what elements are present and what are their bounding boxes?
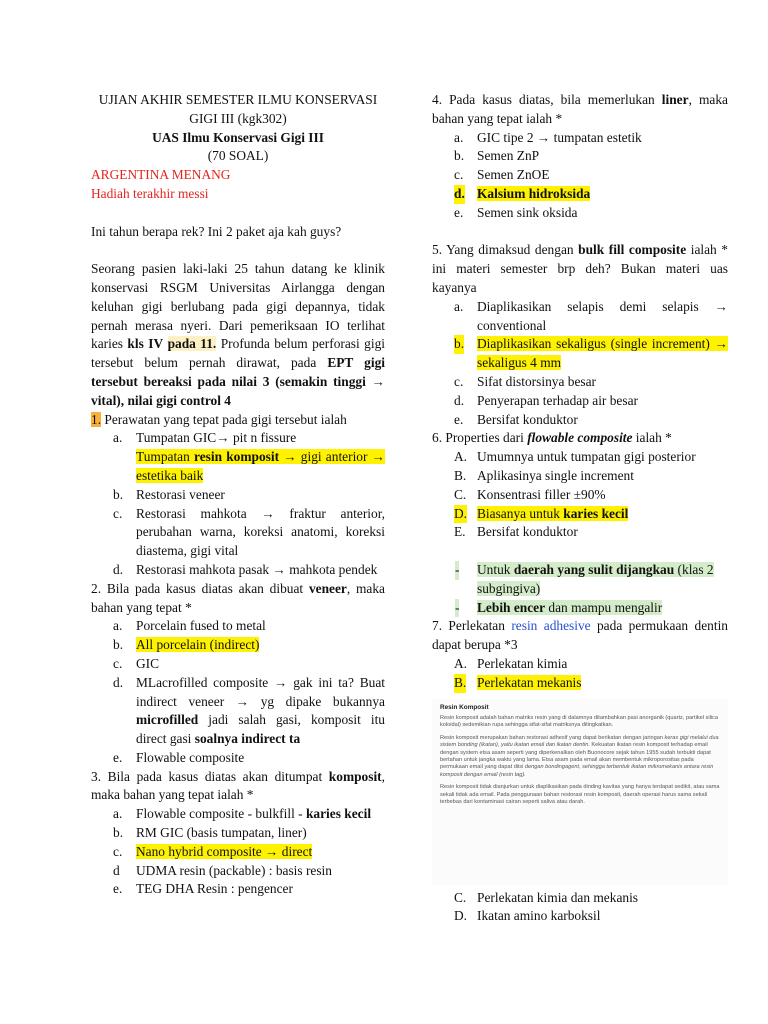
q1-option-d[interactable]: d. Restorasi mahkota pasak → mahkota pendek [113, 561, 378, 577]
red-note-1: ARGENTINA MENANG [91, 167, 231, 183]
question-7: 7. Perlekatan resin adhesive pada permukaan dentin dapat berupa *3 [432, 618, 728, 653]
question-2: 2. Bila pada kasus diatas akan dibuat veneer, maka bahan yang tepat * [91, 580, 385, 615]
q2-option-a[interactable]: a. Porcelain fused to metal [113, 618, 266, 634]
q2-option-c[interactable]: c. GIC [113, 655, 160, 671]
exam-title-line1: UJIAN AKHIR SEMESTER ILMU KONSERVASI [98, 92, 378, 107]
q4-option-b[interactable]: b. Semen ZnP [454, 148, 540, 164]
q7-option-d[interactable]: D. Ikatan amino karboksil [454, 908, 601, 924]
intro-text: Ini tahun berapa rek? Ini 2 paket aja kah guys? [91, 223, 342, 239]
q1-option-c[interactable]: c. Restorasi mahkota → fraktur anterior, perubahan warna, koreksi anatomi, koreksi diastema, gigi vital [113, 505, 385, 559]
screenshot-paragraph-2: Resin komposit merupakan bahan restorasi adhesif yang dapat berikatan dengan jaringan keras gigi melalui dua sistem bonding (ikatan), yaitu ikatan email dan ikatan dentin. Kekuatan ikatan resin komposit terhadap email dengan system etsa asam seperti yang diperkenalkan oleh Buonocore sejak tahun 1955 sudah terbukti dapat bertahan untuk jangka waktu yang lama. Etsa asam pada email akan membentuk mikroporositas pada permukaan email yang dapat diisi dengan bondingagent, sehingga terbentuk ikatan mikromekanis antara resin komposit dengan email (resin tag). [440, 734, 719, 778]
q3-option-d[interactable]: d UDMA resin (packable) : basis resin [113, 862, 332, 878]
resin-komposit-screenshot [432, 699, 728, 885]
right-column [432, 91, 728, 926]
q5-option-e[interactable]: e. Bersifat konduktor [454, 411, 578, 427]
screenshot-paragraph-1: Resin komposit adalah bahan matriks resin yang di dalamnya ditambahkan pasi anorganik (quartz, partikel silica koloidal) sedemikian rupa sehingga sifat-sifat matriksnya ditingkatkan. [440, 714, 718, 729]
q3-option-c[interactable]: c. Nano hybrid composite → direct [113, 843, 313, 859]
q4-option-c[interactable]: c. Semen ZnOE [454, 167, 550, 183]
q2-option-e[interactable]: e. Flowable composite [113, 749, 245, 765]
question-1: 1. Perawatan yang tepat pada gigi tersebut ialah [91, 411, 347, 427]
q7-option-c[interactable]: C. Perlekatan kimia dan mekanis [454, 889, 639, 905]
q3-option-b[interactable]: b. RM GIC (basis tumpatan, liner) [113, 825, 307, 841]
q5-option-d[interactable]: d. Penyerapan terhadap air besar [454, 392, 638, 408]
q5-option-a[interactable]: a. Diaplikasikan selapis demi selapis → conventional [454, 298, 728, 333]
q2-option-b[interactable]: b. All porcelain (indirect) [113, 637, 260, 653]
q1-option-a[interactable]: a. Tumpatan GIC→ pit n fissure [113, 430, 297, 446]
question-3: 3. Bila pada kasus diatas akan ditumpat komposit, maka bahan yang tepat ialah * [91, 768, 385, 803]
q6-option-b[interactable]: B. Aplikasinya single increment [454, 467, 634, 483]
q7-option-b[interactable]: B. Perlekatan mekanis [432, 674, 728, 693]
red-note-2: Hadiah terakhir messi [91, 185, 209, 201]
case-text: Seorang pasien laki-laki 25 tahun datang ke klinik konservasi RSGM Universitas Airlangga dengan keluhan gigi berlubang pada gigi depannya, tidak pernah merasa nyeri. Dari pemeriksaan IO terlihat karies kls IV pada 11. Profunda belum perforasi gigi tersebut belum pernah dirawat, pada EPT gigi tersebut bereaksi pada nilai 3 (semakin tinggi → vital), nilai gigi control 4 [91, 261, 385, 408]
q6-option-e[interactable]: E. Bersifat konduktor [454, 524, 578, 540]
q5-option-c[interactable]: c. Sifat distorsinya besar [454, 373, 597, 389]
q6-note-1: - Untuk daerah yang sulit dijangkau (klas 2 subgingiva) [455, 561, 714, 596]
q1-option-b[interactable]: b. Restorasi veneer [113, 486, 225, 502]
q6-option-c[interactable]: C. Konsentrasi filler ±90% [454, 486, 606, 502]
screenshot-paragraph-3: Resin komposit tidak dianjurkan untuk diaplikasikan pada dinding kavitas yang hanya terdapat sedikit, atau sama sekali tidak ada email. Pada penggunaan bahan restorasi resin komposit, daerah operasi harus sama sekali terbebas dari kontaminasi cairan seperti saliva atau darah. [440, 784, 720, 805]
q7-option-a[interactable]: A. Perlekatan kimia [454, 655, 568, 671]
q6-option-a[interactable]: A. Umumnya untuk tumpatan gigi posterior [454, 449, 696, 465]
q2-option-d[interactable]: d. MLacrofilled composite → gak ini ta? Buat indirect veneer → yg dipake bukannya microfilled jadi salah gasi, komposit itu direct gasi soalnya indirect ta [113, 674, 385, 747]
question-4: 4. Pada kasus diatas, bila memerlukan liner, maka bahan yang tepat ialah * [432, 92, 728, 126]
left-column [91, 91, 385, 899]
q4-option-e[interactable]: e. Semen sink oksida [454, 204, 578, 220]
q3-option-a[interactable]: a. Flowable composite - bulkfill - karies kecil [113, 806, 372, 822]
q6-note-2: - Lebih encer dan mampu mengalir [432, 599, 728, 618]
q6-option-d[interactable]: D. Biasanya untuk karies kecil [432, 505, 728, 524]
question-6: 6. Properties dari flowable composite ialah * [432, 430, 672, 446]
q4-option-d[interactable]: d. Kalsium hidroksida [432, 185, 728, 204]
q1-highlight-answer[interactable]: Tumpatan resin komposit → gigi anterior → estetika baik [136, 449, 386, 483]
question-count: (70 SOAL) [207, 148, 269, 164]
q4-option-a[interactable]: a. GIC tipe 2 → tumpatan estetik [454, 129, 642, 145]
q5-option-b[interactable]: b. Diaplikasikan sekaligus (single increment) → sekaligus 4 mm [454, 336, 728, 371]
screenshot-title: Resin Komposit [440, 703, 489, 711]
q3-option-e[interactable]: e. TEG DHA Resin : pengencer [113, 881, 293, 897]
question-5: 5. Yang dimaksud dengan bulk fill composite ialah * ini materi semester brp deh? Bukan materi uas kayanya [432, 242, 728, 295]
exam-subtitle: UAS Ilmu Konservasi Gigi III [152, 129, 324, 145]
exam-title-line2: GIGI III (kgk302) [189, 110, 287, 126]
